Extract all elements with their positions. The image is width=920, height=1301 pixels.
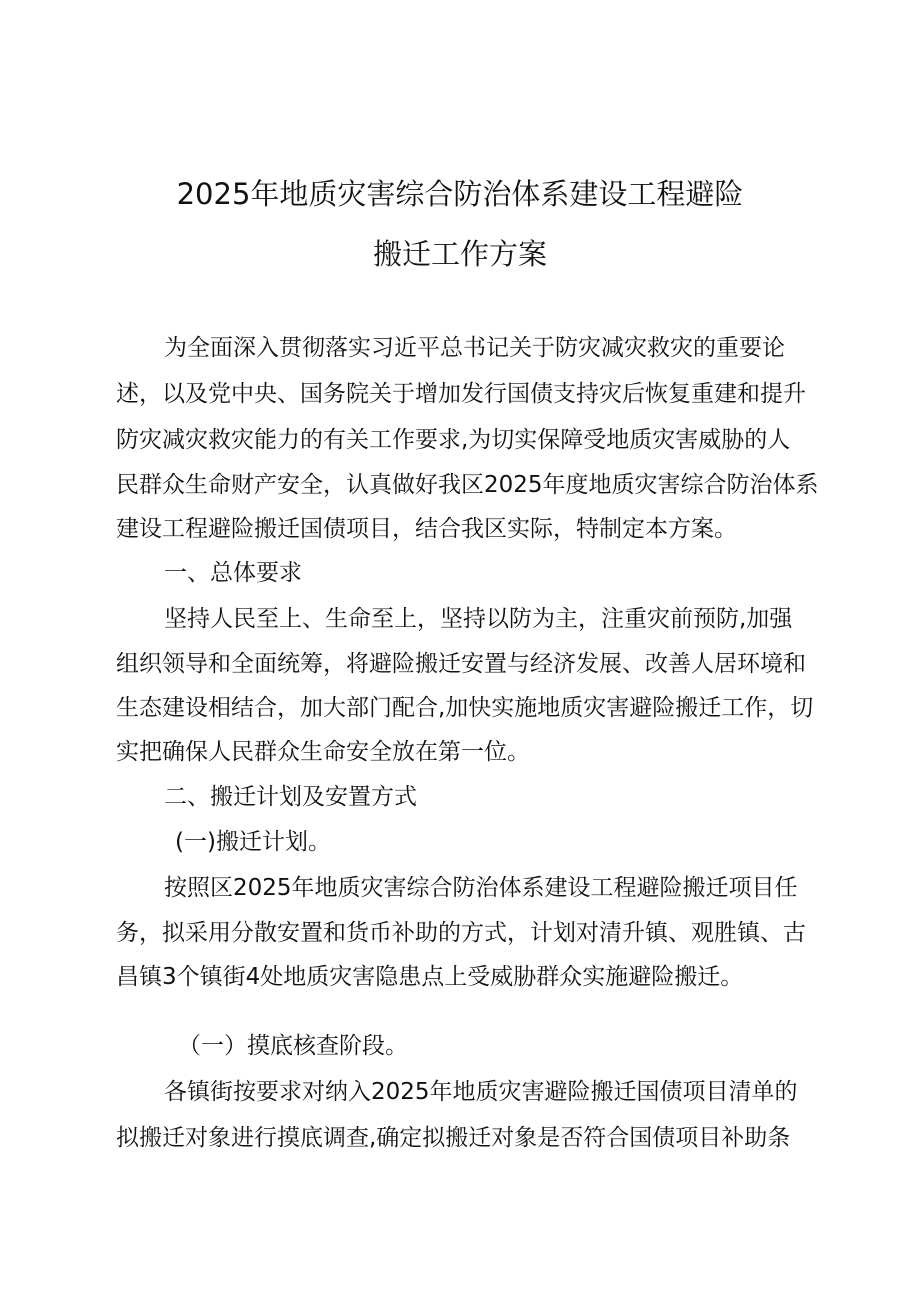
section-1-line-3: 生态建设相结合，加大部门配合,加快实施地质灾害避险搬迁工作，切 [116, 695, 814, 721]
intro-line-4: 民群众生命财产安全，认真做好我区2025年度地质灾害综合防治体系 [116, 472, 819, 498]
document-title-line-2: 搬迁工作方案 [372, 237, 547, 271]
subsection-1-heading: (一)搬迁计划。 [175, 829, 331, 855]
section-2-heading: 二、搬迁计划及安置方式 [164, 784, 417, 810]
section-1-heading: 一、总体要求 [164, 560, 302, 586]
subsection-2-line-2: 拟搬迁对象进行摸底调查,确定拟搬迁对象是否符合国债项目补助条 [116, 1125, 791, 1151]
intro-line-1: 为全面深入贯彻落实习近平总书记关于防灾减灾救灾的重要论 [164, 335, 785, 361]
subsection-1-line-2: 务，拟采用分散安置和货币补助的方式，计划对清升镇、观胜镇、古 [116, 920, 806, 946]
intro-line-5: 建设工程避险搬迁国债项目，结合我区实际，特制定本方案。 [116, 516, 737, 542]
subsection-1-line-1: 按照区2025年地质灾害综合防治体系建设工程避险搬迁项目任 [164, 875, 798, 901]
section-1-line-2: 组织领导和全面统筹，将避险搬迁安置与经济发展、改善人居环境和 [116, 651, 806, 677]
document-title-line-1: 2025年地质灾害综合防治体系建设工程避险 [176, 177, 744, 211]
intro-line-3: 防灾减灾救灾能力的有关工作要求,为切实保障受地质灾害威胁的人 [116, 427, 791, 453]
subsection-2-line-1: 各镇街按要求对纳入2025年地质灾害避险搬迁国债项目清单的 [164, 1079, 798, 1105]
subsection-1-line-3: 昌镇3个镇街4处地质灾害隐患点上受威胁群众实施避险搬迁。 [116, 964, 744, 990]
section-1-line-1: 坚持人民至上、生命至上，坚持以防为主，注重灾前预防,加强 [164, 606, 793, 632]
subsection-2-heading: （一）摸底核查阶段。 [178, 1033, 408, 1059]
section-1-line-4: 实把确保人民群众生命安全放在第一位。 [116, 739, 530, 765]
intro-line-2: 述，以及党中央、国务院关于增加发行国债支持灾后恢复重建和提升 [116, 381, 806, 407]
